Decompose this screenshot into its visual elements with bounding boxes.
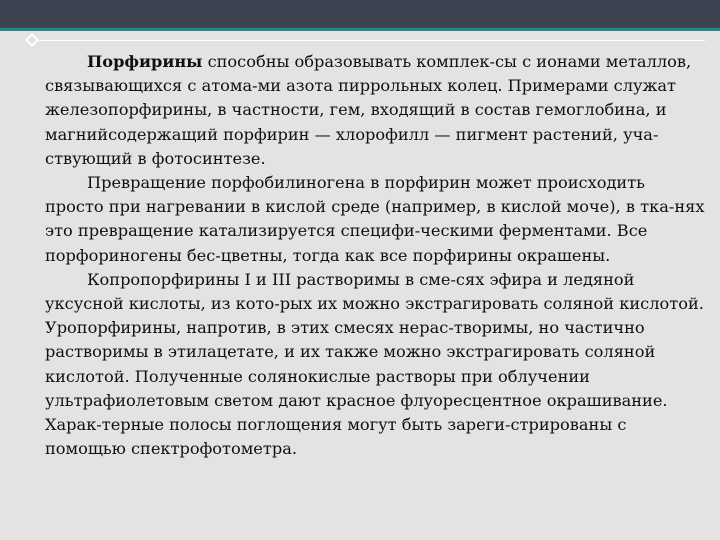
paragraph-coproporphyrins: Копропорфирины I и III растворимы в сме-сях эфира и ледяной уксусной кислоты, из кото-рых их можно экстрагировать соляной кислотой. Уропорфирины, напротив, в этих смесях нерас-творимы, но частично растворимы в этилацетате, и их также можно экстрагировать соляной кислотой. Полученные солянокислые растворы при облучении ультрафиолетовым светом дают красное флуоресцентное окрашивание. Харак-терные полосы поглощения могут быть зареги-стрированы с помощью спектрофотометра.	[45, 269, 704, 459]
paragraph-porphyrins	[45, 50, 705, 171]
paragraph-porphyrins-text: способны образовывать комплек-сы с ионами металлов, связывающихся с атома-ми азота пиррольных колец. Примерами служат железопорфирины, в частности, гем, входящий в состав гемоглобина, и магнийсодержащий порфирин — хлорофилл — пигмент растений, уча-ствующий в фотосинтезе.	[45, 52, 692, 168]
divider-diamond-marker	[25, 33, 39, 47]
title-divider-line	[35, 40, 705, 41]
term-porphyrins: Порфирины	[87, 52, 203, 71]
slide-body-text	[45, 50, 705, 461]
header-accent-stripe	[0, 28, 720, 31]
slide-header-bar	[0, 0, 720, 28]
paragraph-conversion: Превращение порфобилиногена в порфирин может происходить просто при нагревании в кислой среде (например, в кислой моче), в тка-нях это превращение катализируется специфи-ческими ферментами. Все порфориногены бес-цветны, тогда как все порфирины окрашены.	[45, 173, 705, 265]
